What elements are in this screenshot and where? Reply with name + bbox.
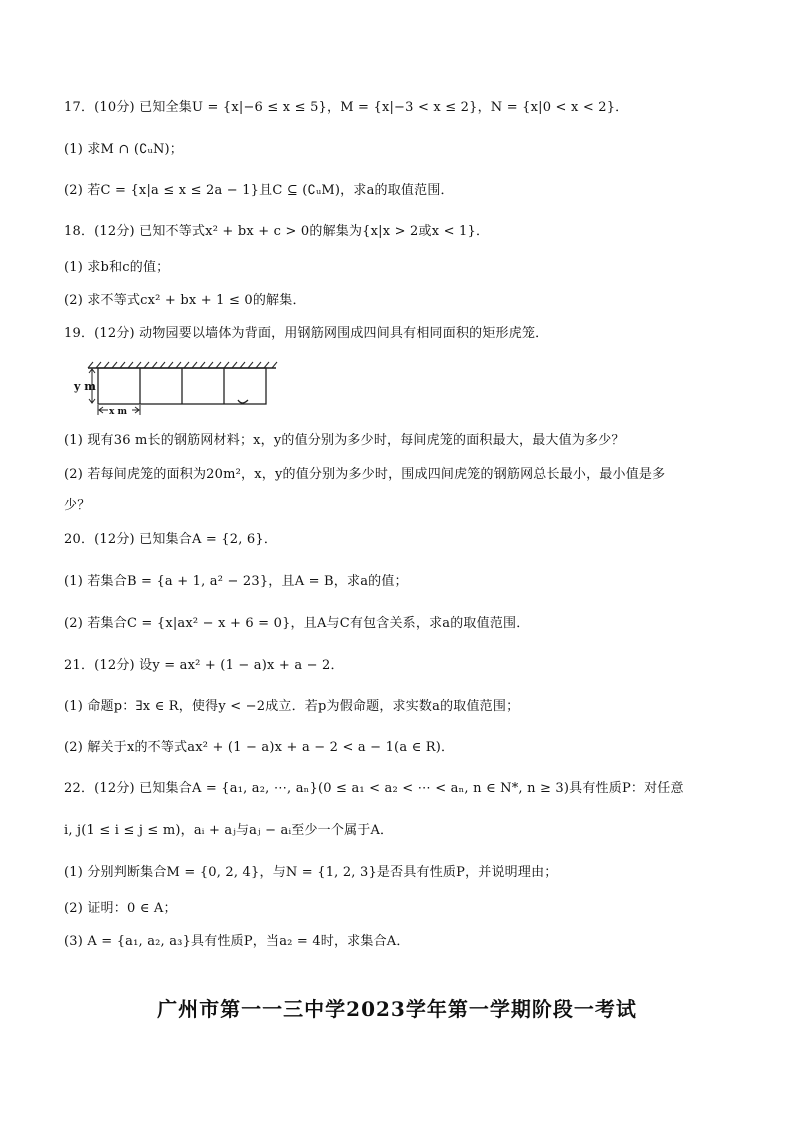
exam-title: 广州市第一一三中学2023学年第一学期阶段一考试 xyxy=(157,997,637,1021)
problem-18-part-2: (2) 求不等式cx² + bx + 1 ≤ 0的解集． xyxy=(64,293,306,308)
problem-22-part-1: (1) 分别判断集合M = {0, 2, 4}，与N = {1, 2, 3}是否具有性质P，并说明理由； xyxy=(64,865,558,880)
problem-19-part-2-line-2: 少？ xyxy=(64,498,91,513)
problem-18-stem: 18．(12分) 已知不等式x² + bx + c > 0的解集为{x|x > 2或x < 1}． xyxy=(64,224,490,239)
problem-19-stem: 19．(12分) 动物园要以墙体为背面，用钢筋网围成四间具有相同面积的矩形虎笼． xyxy=(64,326,549,341)
problem-21-part-2: (2) 解关于x的不等式ax² + (1 − a)x + a − 2 < a − 1(a ∈ R)． xyxy=(64,740,455,755)
problem-21-part-1: (1) 命题p：∃x ∈ R，使得y < −2成立．若p为假命题，求实数a的取值范围； xyxy=(64,699,520,714)
cage-outlines xyxy=(98,368,266,404)
problem-17-part-2: (2) 若C = {x|a ≤ x ≤ 2a − 1}且C ⊆ (∁ᵤM)，求a的取值范围． xyxy=(64,183,454,198)
problem-19-part-1: (1) 现有36 m长的钢筋网材料；x，y的值分别为多少时，每间虎笼的面积最大，最大值为多少？ xyxy=(64,433,625,448)
wall-hatching xyxy=(88,362,277,368)
problem-22-part-2: (2) 证明：0 ∈ A； xyxy=(64,901,177,916)
problem-22-part-3: (3) A = {a₁, a₂, a₃}具有性质P，当a₂ = 4时，求集合A． xyxy=(64,934,410,949)
problem-18-part-1: (1) 求b和c的值； xyxy=(64,260,170,275)
y-label: y m xyxy=(74,380,96,393)
problem-21-stem: 21．(12分) 设y = ax² + (1 − a)x + a − 2． xyxy=(64,658,344,673)
problem-17-stem: 17．(10分) 已知全集U = {x|−6 ≤ x ≤ 5}，M = {x|−3 < x ≤ 2}，N = {x|0 < x < 2}． xyxy=(64,100,629,115)
problem-20-part-1: (1) 若集合B = {a + 1, a² − 23}，且A = B，求a的值； xyxy=(64,574,408,589)
cage-diagram xyxy=(74,360,288,417)
tiger-cage-figure xyxy=(74,360,288,417)
problem-17-part-1: (1) 求M ∩ (∁ᵤN)； xyxy=(64,142,183,157)
problem-22-stem-line-1: 22．(12分) 已知集合A = {a₁, a₂, ⋯, aₙ}(0 ≤ a₁ < a₂ < ⋯ < aₙ, n ∈ N*, n ≥ 3)具有性质P：对任意 xyxy=(64,781,684,796)
problem-20-part-2: (2) 若集合C = {x|ax² − x + 6 = 0}，且A与C有包含关系，求a的取值范围． xyxy=(64,616,530,631)
problem-20-stem: 20．(12分) 已知集合A = {2, 6}． xyxy=(64,532,278,547)
x-label: x m xyxy=(109,407,128,417)
problem-22-stem-line-2: i, j(1 ≤ i ≤ j ≤ m)，aᵢ + aⱼ与aⱼ − aᵢ至少一个属于A． xyxy=(64,823,394,838)
problem-19-part-2-line-1: (2) 若每间虎笼的面积为20m²，x，y的值分别为多少时，围成四间虎笼的钢筋网总长最小，最小值是多 xyxy=(64,467,666,482)
